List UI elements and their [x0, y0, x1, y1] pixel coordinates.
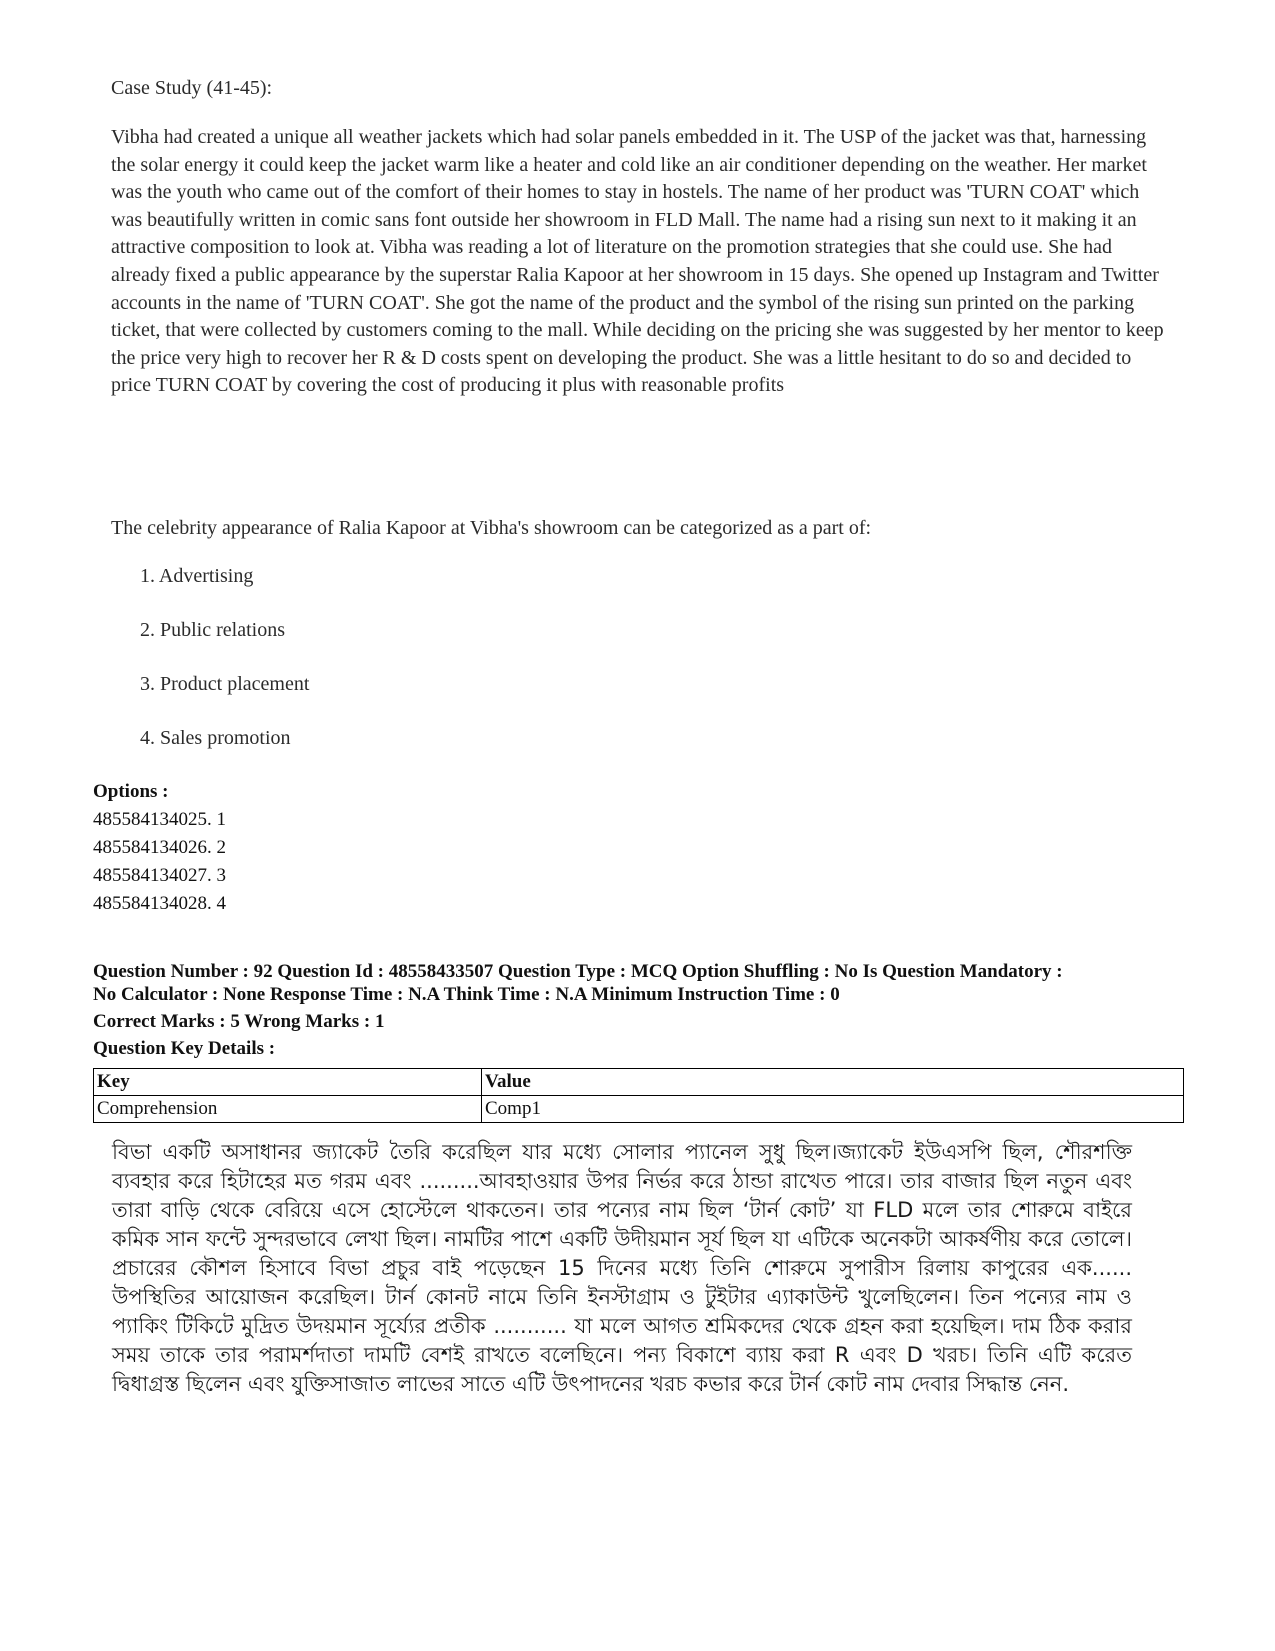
choice-item: 3. Product placement — [140, 673, 310, 695]
choice-item: 2. Public relations — [140, 619, 285, 641]
option-item: 485584134025. 1 — [93, 809, 226, 830]
question-text: The celebrity appearance of Ralia Kapoor at Vibha's showroom can be categorized as a part of: — [111, 517, 872, 539]
choice-item: 1. Advertising — [140, 565, 254, 587]
table-row — [94, 1096, 1184, 1123]
option-item: 485584134028. 4 — [93, 893, 226, 914]
case-study-title: Case Study (41-45): — [111, 77, 273, 99]
table-cell: Comprehension — [94, 1096, 482, 1123]
options-heading: Options : — [93, 781, 169, 802]
table-header-value: Value — [482, 1069, 1184, 1096]
meta-line-2: No Calculator : None Response Time : N.A Think Time : N.A Minimum Instruction Time : 0 — [93, 984, 840, 1005]
key-details-table — [93, 1068, 1184, 1123]
case-study-section — [111, 74, 1181, 400]
case-study-paragraph: Vibha had created a unique all weather jackets which had solar panels embedded in it. The USP of the jacket was that, harnessing the solar energy it could keep the jacket warm like a heater and cold like an air conditioner depending on the weather. Her market was the youth who came out of the comfort of their homes to stay in hostels. The name of her product was 'TURN COAT' which was beautifully written in comic sans font outside her showroom in FLD Mall. The name had a rising sun next to it making it an attractive composition to look at. Vibha was reading a lot of literature on the promotion strategies that she could use. She had already fixed a public appearance by the superstar Ralia Kapoor at her showroom in 15 days. She opened up Instagram and Twitter accounts in the name of 'TURN COAT'. She got the name of the product and the symbol of the rising sun printed on the parking ticket, that were collected by customers coming to the mall. While deciding on the pricing she was suggested by her mentor to keep the price very high to recover her R & D costs spent on developing the product. She was a little hesitant to do so and decided to price TURN COAT by covering the cost of producing it plus with reasonable profits — [111, 126, 1164, 397]
option-item: 485584134026. 2 — [93, 837, 226, 858]
meta-line-1: Question Number : 92 Question Id : 48558433507 Question Type : MCQ Option Shuffling : No Is Question Mandatory : — [93, 961, 1063, 982]
question-meta — [93, 960, 1183, 1060]
bengali-case-study-paragraph: বিভা একটি অসাধানর জ্যাকেট তৈরি করেছিল যার মধ্যে সোলার প্যানেল সুধু ছিল।জ্যাকেট ইউএসপি ছিল, শৌরশক্তি ব্যবহার করে হিটাহের মত গরম এবং .........আবহাওয়ার উপর নির্ভর করে ঠান্ডা রাখেত পারে। তার বাজার ছিল নতুন এবং তারা বাড়ি থেকে বেরিয়ে এসে হোস্টেলে থাকতেন। তার পন্যের নাম ছিল ‘টার্ন কোট’ যা FLD মলে তার শোরুমে বাইরে কমিক সান ফন্টে সুন্দরভাবে লেখা ছিল। নামটির পাশে একটি উদীয়মান সূর্য ছিল যা এটিকে অনেকটা আকর্ষণীয় করে তোলে। প্রচারের কৌশল হিসাবে বিভা প্রচুর বাই পড়েছেন 15 দিনের মধ্যে তিনি শোরুমে সুপারীস রিলায় কাপুরের এক...... উপস্থিতির আয়োজন করেছিল। টার্ন কোনট নামে তিনি ইনস্টাগ্রাম ও টুইটার এ্যাকাউন্ট খুলেছিলেন। তিন পন্যের নাম ও প্যাকিং টিকিটে মুদ্রিত উদয়মান সূর্য্যের প্রতীক ........... যা মলে আগত শ্রমিকদের থেকে গ্রহন করা হয়েছিল। দাম ঠিক করার সময় তাকে তার পরামর্শদাতা দামটি বেশই রাখতে বলেছিনে। পন্য বিকাশে ব্যায় করা R এবং D খরচ। তিনি এটি করেত দ্বিধাগ্রস্ত ছিলেন এবং যুক্তিসাজাত লাভের সাতে এটি উৎপাদনের খরচ কভার করে টার্ন কোট নাম দেবার সিদ্ধান্ত নেন. — [112, 1140, 1132, 1396]
answer-choices — [140, 562, 309, 778]
choice-item: 4. Sales promotion — [140, 727, 291, 749]
key-details-heading: Question Key Details : — [93, 1038, 276, 1059]
table-cell: Comp1 — [482, 1096, 1184, 1123]
option-item: 485584134027. 3 — [93, 865, 226, 886]
marks-line: Correct Marks : 5 Wrong Marks : 1 — [93, 1011, 385, 1032]
options-section — [93, 778, 226, 918]
table-header-row — [94, 1069, 1184, 1096]
table-header-key: Key — [94, 1069, 482, 1096]
